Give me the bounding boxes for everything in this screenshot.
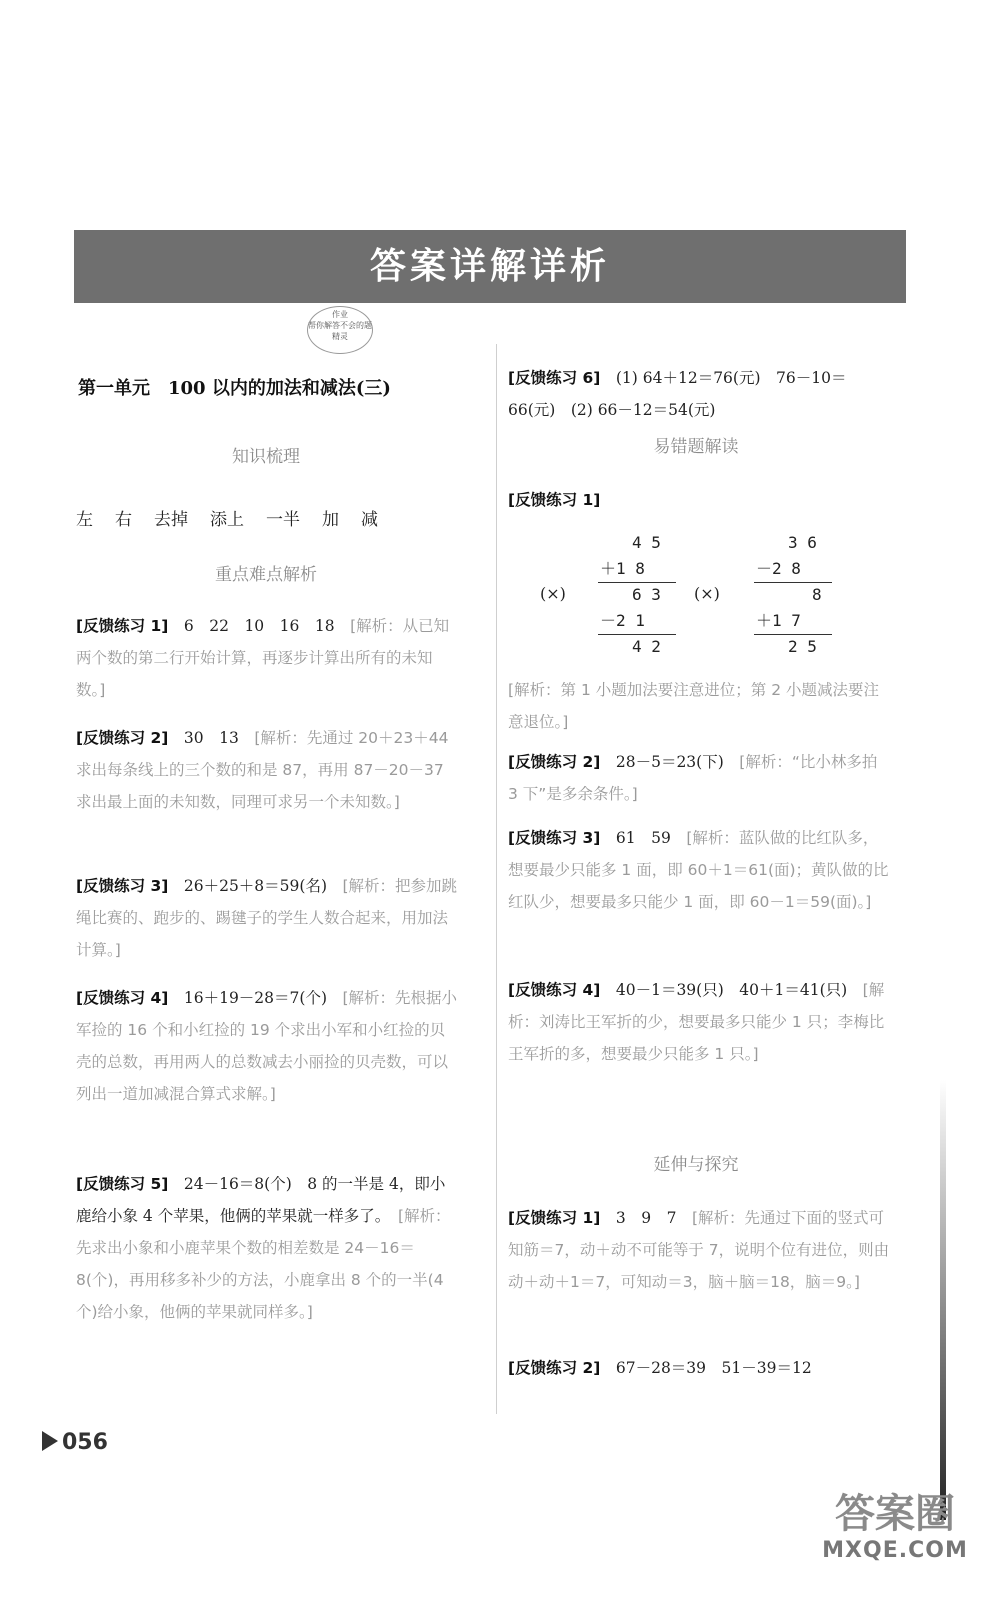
left-item-5: [反馈练习 5] 24－16＝8(个) 8 的一半是 4，即小鹿给小象 4 个苹果，他俩的苹果就一样多了。 [解析：先求出小象和小鹿苹果个数的相差数是 24－16＝8(个)，再用移多补少的方法，小鹿拿出 8 个的一半(4 个)给小象，他俩的苹果就同样多。]	[76, 1175, 451, 1321]
right-item-6: [反馈练习 6] (1) 64＋12＝76(元) 76－10＝66(元) (2) 66－12＝54(元)	[508, 369, 847, 419]
error-item-1-note: [解析：第 1 小题加法要注意进位；第 2 小题减法要注意退位。]	[508, 681, 879, 731]
ext-item-2: [反馈练习 2] 67－28＝39 51－39＝12	[508, 1359, 812, 1377]
title-banner	[74, 230, 906, 303]
stamp-seal: 作业 帮你解答不会的题 精灵	[307, 306, 373, 354]
section-error-prone: 易错题解读	[653, 437, 739, 457]
section-key-points: 重点难点解析	[215, 565, 317, 585]
error-item-4: [反馈练习 4] 40－1＝39(只) 40＋1＝41(只) [解析：刘涛比王军折的少，想要最多只能少 1 只；李梅比王军折的多，想要最少只能多 1 只。]	[508, 981, 885, 1063]
unit-title: 第一单元 100 以内的加法和减法(三)	[78, 378, 391, 399]
keywords-line: 左 右 去掉 添上 一半 加 减	[76, 510, 378, 530]
page-title: 答案详解详析	[369, 246, 610, 287]
error-item-3: [反馈练习 3] 61 59 [解析：蓝队做的比红队多，想要最少只能多 1 面，即 60＋1＝61(面)；黄队做的比红队少，想要最多只能少 1 面，即 60－1＝59(面)。]	[508, 829, 889, 911]
arrow-icon	[42, 1431, 58, 1451]
left-item-2: [反馈练习 2] 30 13 [解析：先通过 20＋23＋44 求出每条线上的三个数的和是 87，再用 87－20－37 求出最上面的未知数，同理可求另一个未知数。]	[76, 729, 449, 811]
page-edge-shadow	[940, 1080, 946, 1520]
error-item-1-tag: [反馈练习 1]	[508, 491, 601, 509]
error-item-2: [反馈练习 2] 28－5＝23(下) [解析：“比小林多拍 3 下”是多余条件。]	[508, 753, 878, 803]
calc-2-mark: (×)	[694, 584, 720, 603]
left-item-4: [反馈练习 4] 16＋19－28＝7(个) [解析：先根据小军捡的 16 个和小红捡的 19 个求出小军和小红捡的贝壳的总数，再用两人的总数减去小丽捡的贝壳数，可以列出一道加减混合算式求解。]	[76, 989, 458, 1103]
calc-1-mark: (×)	[540, 584, 566, 603]
column-divider	[496, 344, 497, 1414]
left-item-3: [反馈练习 3] 26＋25＋8＝59(名) [解析：把参加跳绳比赛的、跑步的、踢毽子的学生人数合起来，用加法计算。]	[76, 877, 458, 959]
ext-item-1: [反馈练习 1] 3 9 7 [解析：先通过下面的竖式可知筋＝7，动＋动不可能等于 7，说明个位有进位，则由动＋动＋1＝7，可知动＝3，脑＋脑＝18，脑＝9。]	[508, 1209, 890, 1291]
watermark-logo: 答案圈 MXQE.COM	[822, 1491, 968, 1563]
section-knowledge: 知识梳理	[232, 447, 300, 467]
left-item-1: [反馈练习 1] 6 22 10 16 18 [解析：从已知两个数的第二行开始计算，再逐步计算出所有的未知数。]	[76, 617, 450, 699]
page-number: 056	[42, 1430, 108, 1455]
section-extension: 延伸与探究	[653, 1155, 739, 1175]
